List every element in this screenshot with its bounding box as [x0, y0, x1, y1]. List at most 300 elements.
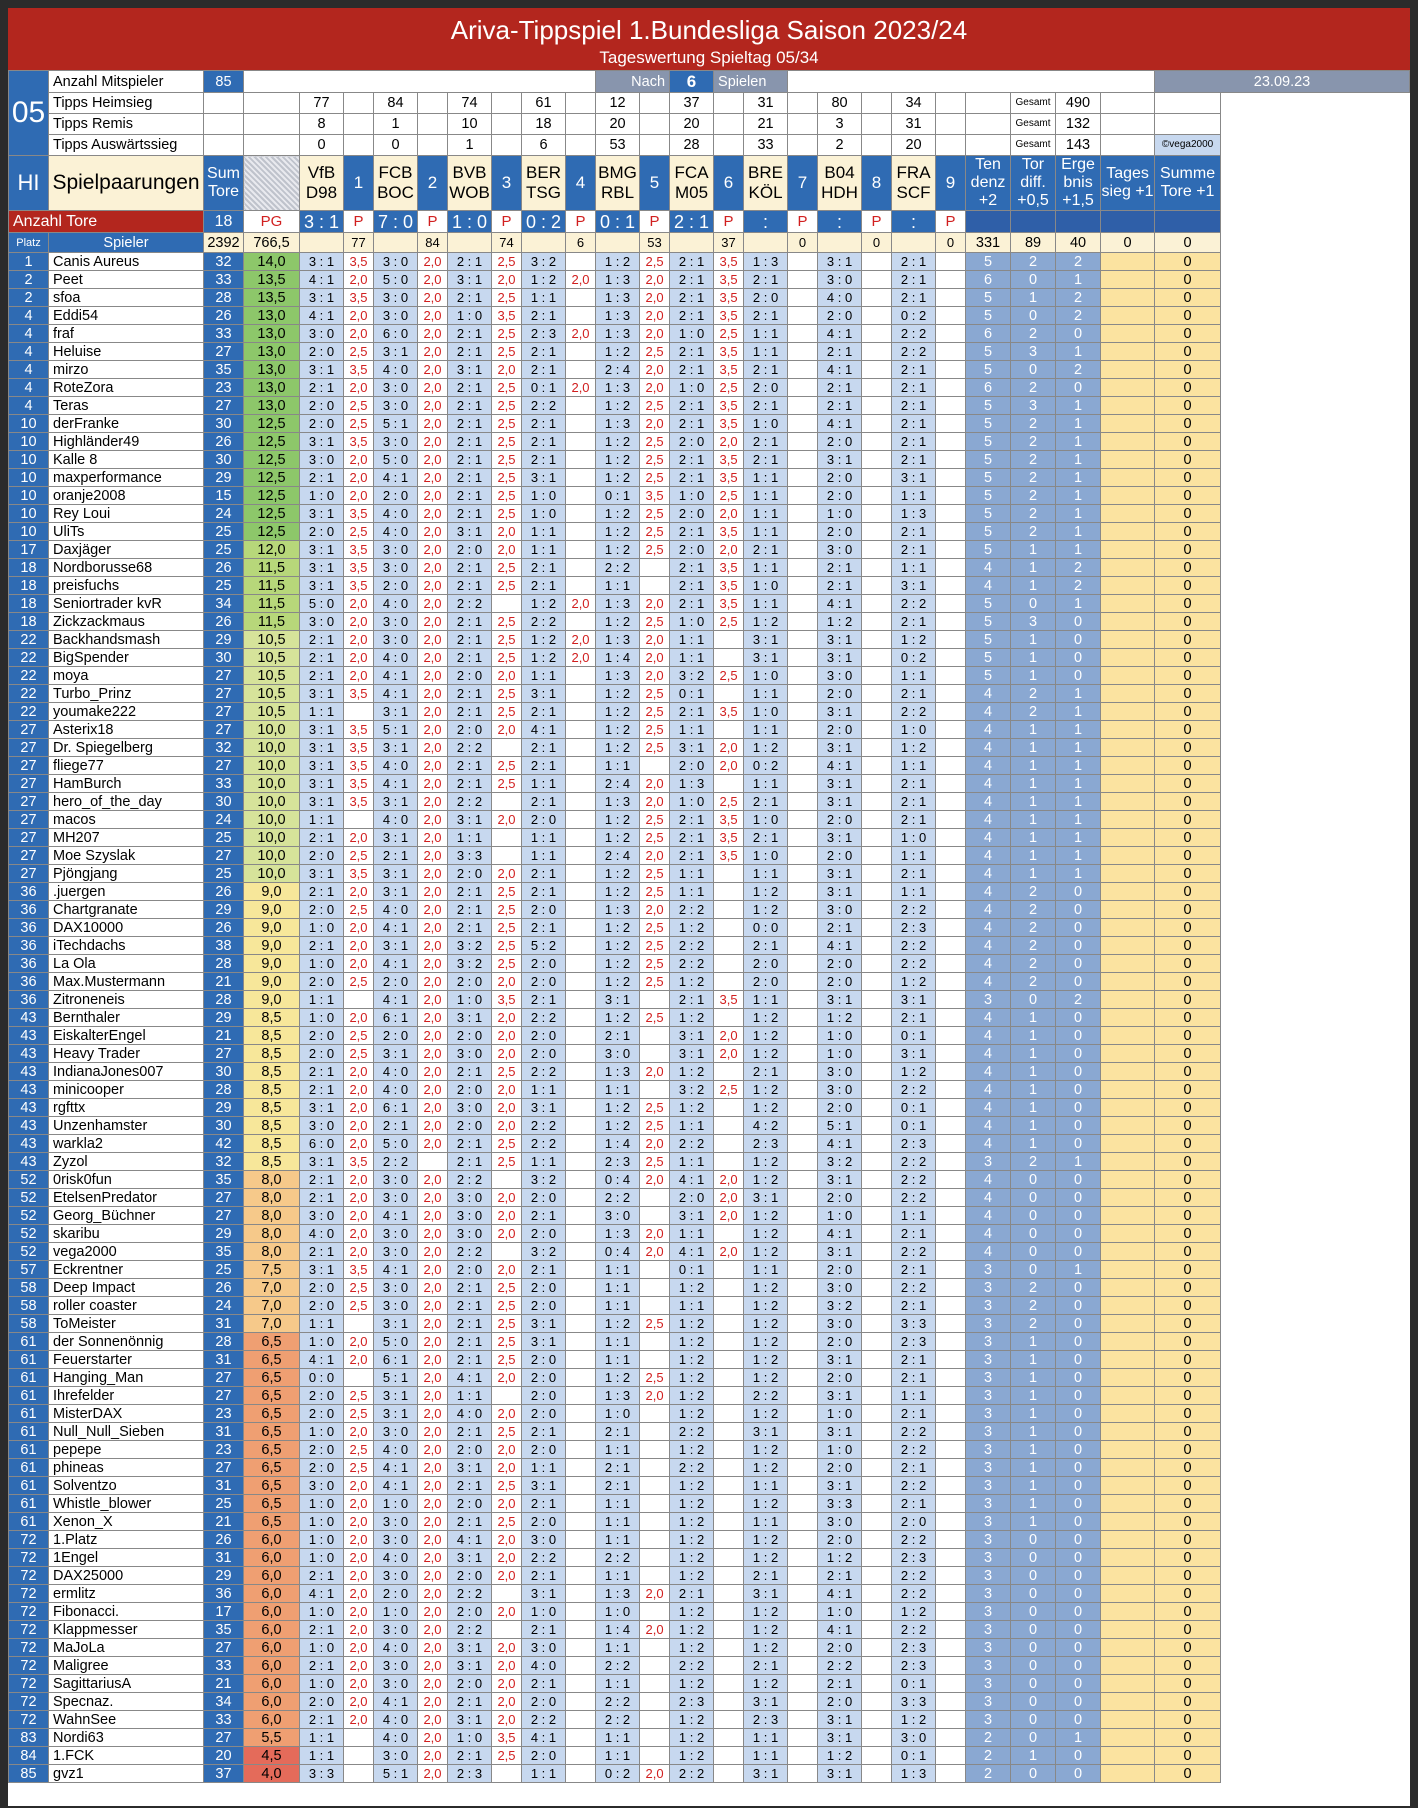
tagessieg-value — [1101, 1027, 1155, 1045]
tip-points: 2,0 — [640, 325, 670, 343]
tagessieg-value — [1101, 451, 1155, 469]
tip-points: 2,0 — [418, 631, 448, 649]
ergebnis-value: 0 — [1056, 1549, 1101, 1567]
tagessieg-value — [1101, 1279, 1155, 1297]
player-sum-tore: 27 — [204, 1387, 244, 1405]
tip-score: 1 : 0 — [670, 379, 714, 397]
tip-points: 2,0 — [418, 541, 448, 559]
tip-points: 2,0 — [714, 1189, 744, 1207]
tip-points: 2,5 — [492, 1351, 522, 1369]
tagessieg-value — [1101, 1171, 1155, 1189]
tip-points — [788, 1531, 818, 1549]
tip-points — [566, 523, 596, 541]
tip-points: 3,5 — [714, 307, 744, 325]
tip-score: 1 : 1 — [670, 649, 714, 667]
tip-score: 2 : 1 — [670, 811, 714, 829]
player-row — [9, 649, 1410, 667]
tip-points — [936, 577, 966, 595]
ergebnis-value: 0 — [1056, 325, 1101, 343]
tip-points — [936, 1729, 966, 1747]
player-row — [9, 973, 1410, 991]
player-name: 1.Platz — [49, 1531, 204, 1549]
tip-points — [640, 757, 670, 775]
player-points: 6,0 — [244, 1567, 300, 1585]
player-rank: 10 — [9, 451, 49, 469]
match-points-total: 0 — [788, 233, 818, 253]
tip-score: 1 : 2 — [596, 343, 640, 361]
player-row — [9, 901, 1410, 919]
ergebnis-value: 1 — [1056, 505, 1101, 523]
platz-label: Platz — [9, 233, 49, 253]
tip-points — [566, 883, 596, 901]
tip-score: 2 : 1 — [522, 1495, 566, 1513]
tip-score: 2 : 1 — [670, 361, 714, 379]
player-points: 13,0 — [244, 379, 300, 397]
tip-score: 3 : 1 — [818, 793, 862, 811]
tip-points — [566, 1297, 596, 1315]
tip-score: 1 : 1 — [670, 1225, 714, 1243]
tip-points: 2,0 — [418, 397, 448, 415]
tip-score: 2 : 1 — [818, 559, 862, 577]
tip-score: 2 : 2 — [596, 1189, 640, 1207]
tip-points — [936, 901, 966, 919]
match-number: 9 — [936, 156, 966, 211]
tagessieg-value — [1101, 613, 1155, 631]
tip-score: 2 : 2 — [892, 1621, 936, 1639]
tip-score: 1 : 0 — [744, 703, 788, 721]
player-row — [9, 1711, 1410, 1729]
away-team: M05 — [674, 183, 709, 202]
tip-points — [862, 1009, 892, 1027]
player-sum-tore: 31 — [204, 1477, 244, 1495]
tip-points — [788, 1207, 818, 1225]
tordiff-value: 1 — [1011, 1099, 1056, 1117]
tip-score: 1 : 2 — [596, 811, 640, 829]
tip-score: 1 : 2 — [670, 1675, 714, 1693]
tordiff-value: 2 — [1011, 955, 1056, 973]
player-points: 6,0 — [244, 1711, 300, 1729]
tip-score: 2 : 2 — [596, 559, 640, 577]
tip-score: 1 : 2 — [596, 973, 640, 991]
tordiff-value: 2 — [1011, 1297, 1056, 1315]
player-name: phineas — [49, 1459, 204, 1477]
summe-tore-value: 0 — [1155, 289, 1221, 307]
tip-points — [788, 1567, 818, 1585]
tip-points: 2,0 — [492, 1225, 522, 1243]
player-points: 10,0 — [244, 739, 300, 757]
tip-points: 3,5 — [640, 487, 670, 505]
tip-score: 3 : 1 — [892, 469, 936, 487]
tip-points: 2,0 — [418, 1747, 448, 1765]
tip-points: 2,0 — [492, 1207, 522, 1225]
player-row — [9, 1009, 1410, 1027]
tip-score: 4 : 0 — [374, 1441, 418, 1459]
tip-score: 1 : 2 — [818, 1549, 862, 1567]
ergebnis-value: 1 — [1056, 451, 1101, 469]
tagessieg-value — [1101, 487, 1155, 505]
tip-points: 2,0 — [418, 1135, 448, 1153]
player-sum-tore: 25 — [204, 829, 244, 847]
tagessieg-value — [1101, 1207, 1155, 1225]
tip-score: 3 : 1 — [448, 811, 492, 829]
tip-score: 3 : 0 — [522, 1639, 566, 1657]
tip-points: 2,0 — [418, 1225, 448, 1243]
tip-points — [862, 1423, 892, 1441]
ergebnis-value: 0 — [1056, 667, 1101, 685]
tip-score: 2 : 1 — [300, 1657, 344, 1675]
tip-score: 3 : 1 — [818, 1387, 862, 1405]
tordiff-value: 0 — [1011, 1711, 1056, 1729]
tip-score: 2 : 1 — [522, 703, 566, 721]
tip-points: 3,5 — [714, 343, 744, 361]
tip-points — [714, 721, 744, 739]
tordiff-value: 1 — [1011, 1423, 1056, 1441]
tip-score: 1 : 2 — [670, 919, 714, 937]
blank-cell — [418, 93, 448, 114]
tip-score: 2 : 1 — [448, 325, 492, 343]
summe-tore-value: 0 — [1155, 1441, 1221, 1459]
tip-points: 2,5 — [344, 847, 374, 865]
player-points: 9,0 — [244, 973, 300, 991]
tip-points — [788, 1081, 818, 1099]
tip-score: 2 : 1 — [522, 991, 566, 1009]
tip-score: 2 : 1 — [522, 343, 566, 361]
tip-points — [862, 1459, 892, 1477]
tagessieg-value — [1101, 271, 1155, 289]
player-rank: 72 — [9, 1603, 49, 1621]
tip-points — [936, 307, 966, 325]
tip-points: 2,0 — [418, 1657, 448, 1675]
tip-points: 2,5 — [492, 613, 522, 631]
tip-score: 1 : 3 — [596, 793, 640, 811]
tip-points — [788, 289, 818, 307]
tip-points: 3,5 — [344, 577, 374, 595]
summe-tore-value: 0 — [1155, 487, 1221, 505]
player-rank: 72 — [9, 1585, 49, 1603]
ergebnis-value: 0 — [1056, 919, 1101, 937]
tip-points — [492, 1243, 522, 1261]
player-rank: 43 — [9, 1117, 49, 1135]
tip-score: 2 : 2 — [744, 1387, 788, 1405]
tip-points: 2,0 — [344, 1675, 374, 1693]
tip-points — [936, 415, 966, 433]
player-row — [9, 505, 1410, 523]
tip-score: 1 : 1 — [448, 1387, 492, 1405]
tip-score: 2 : 2 — [596, 1549, 640, 1567]
ergebnis-value: 0 — [1056, 1099, 1101, 1117]
player-points: 7,0 — [244, 1297, 300, 1315]
tip-score: 1 : 2 — [744, 1009, 788, 1027]
tip-score: 2 : 1 — [892, 1351, 936, 1369]
tagessieg-value — [1101, 1045, 1155, 1063]
tip-score: 3 : 1 — [300, 1153, 344, 1171]
tip-points — [788, 505, 818, 523]
tip-points — [936, 649, 966, 667]
tip-points: 2,0 — [640, 1387, 670, 1405]
player-name: Zyzol — [49, 1153, 204, 1171]
tordiff-value: 1 — [1011, 775, 1056, 793]
player-row — [9, 1261, 1410, 1279]
tip-points — [788, 1459, 818, 1477]
tip-points — [714, 919, 744, 937]
player-rank: 36 — [9, 883, 49, 901]
tip-points — [936, 1117, 966, 1135]
tip-points: 2,0 — [418, 307, 448, 325]
player-points: 10,0 — [244, 829, 300, 847]
tip-points: 2,5 — [492, 937, 522, 955]
tip-points — [788, 991, 818, 1009]
tip-points — [714, 901, 744, 919]
summe-tore-value: 0 — [1155, 739, 1221, 757]
tip-score: 2 : 0 — [670, 433, 714, 451]
tip-score: 1 : 2 — [670, 1279, 714, 1297]
tip-points: 2,0 — [640, 595, 670, 613]
tendenz-value: 4 — [966, 1243, 1011, 1261]
player-sum-tore: 29 — [204, 1567, 244, 1585]
tip-score: 2 : 1 — [300, 667, 344, 685]
tip-score: 1 : 2 — [596, 541, 640, 559]
player-rank: 10 — [9, 433, 49, 451]
tip-score: 5 : 0 — [374, 1135, 418, 1153]
tip-points — [566, 793, 596, 811]
tip-score: 2 : 1 — [300, 1081, 344, 1099]
home-team: BRE — [748, 163, 784, 182]
tip-points — [862, 793, 892, 811]
tip-score: 3 : 0 — [448, 1207, 492, 1225]
tip-score: 2 : 0 — [374, 1585, 418, 1603]
tip-points — [492, 1585, 522, 1603]
player-row — [9, 433, 1410, 451]
summe-tore-value: 0 — [1155, 1315, 1221, 1333]
tip-points: 2,0 — [418, 361, 448, 379]
tip-points — [714, 1693, 744, 1711]
tip-points: 2,0 — [418, 757, 448, 775]
summe-tore-value: 0 — [1155, 901, 1221, 919]
tordiff-value: 1 — [1011, 757, 1056, 775]
tip-points — [788, 577, 818, 595]
tip-score: 1 : 1 — [744, 343, 788, 361]
tip-points — [936, 397, 966, 415]
tip-points: 2,0 — [418, 937, 448, 955]
tip-score: 2 : 2 — [670, 1135, 714, 1153]
player-row — [9, 361, 1410, 379]
tip-score: 2 : 4 — [596, 847, 640, 865]
tagessieg-value — [1101, 1009, 1155, 1027]
blank-cell — [1155, 211, 1221, 233]
tip-points — [566, 1081, 596, 1099]
tip-points — [492, 1171, 522, 1189]
ergebnis-value: 0 — [1056, 1135, 1101, 1153]
player-row — [9, 1495, 1410, 1513]
tip-points — [714, 1513, 744, 1531]
tip-points — [936, 1153, 966, 1171]
tip-points: 2,0 — [418, 1117, 448, 1135]
player-sum-tore: 27 — [204, 1639, 244, 1657]
tip-points — [566, 901, 596, 919]
tip-points: 2,0 — [492, 271, 522, 289]
ergebnis-value: 1 — [1056, 721, 1101, 739]
player-rank: 27 — [9, 829, 49, 847]
tip-score: 2 : 1 — [448, 343, 492, 361]
tordiff-value: 1 — [1011, 1477, 1056, 1495]
player-sum-tore: 35 — [204, 361, 244, 379]
player-points: 8,0 — [244, 1243, 300, 1261]
tip-score: 4 : 1 — [818, 1585, 862, 1603]
match-result: 7 : 0 — [374, 211, 418, 233]
tip-score: 1 : 0 — [300, 1675, 344, 1693]
tip-score: 2 : 2 — [522, 1135, 566, 1153]
tagessieg-value — [1101, 1657, 1155, 1675]
player-rank: 10 — [9, 415, 49, 433]
tip-points — [936, 469, 966, 487]
tip-points — [862, 1405, 892, 1423]
tip-score: 2 : 0 — [522, 1045, 566, 1063]
tip-points — [344, 811, 374, 829]
tip-points: 2,0 — [492, 1639, 522, 1657]
match-result: 1 : 0 — [448, 211, 492, 233]
tip-points — [566, 1117, 596, 1135]
tip-points — [862, 1297, 892, 1315]
player-rank: 10 — [9, 523, 49, 541]
tip-score: 1 : 2 — [596, 451, 640, 469]
tendenz-value: 4 — [966, 955, 1011, 973]
player-name: MisterDAX — [49, 1405, 204, 1423]
tip-points: 2,0 — [418, 1297, 448, 1315]
tip-points — [788, 739, 818, 757]
tip-points: 2,0 — [344, 325, 374, 343]
tip-points — [936, 1225, 966, 1243]
tip-score: 1 : 2 — [596, 1369, 640, 1387]
summe-tore-value: 0 — [1155, 1171, 1221, 1189]
tip-points: 2,5 — [640, 973, 670, 991]
player-points: 8,0 — [244, 1225, 300, 1243]
tip-score: 1 : 0 — [744, 811, 788, 829]
tip-points — [344, 1765, 374, 1783]
tip-points — [788, 721, 818, 739]
tip-score: 2 : 0 — [374, 487, 418, 505]
tip-score: 4 : 1 — [670, 1243, 714, 1261]
tip-score: 2 : 1 — [818, 397, 862, 415]
tagessieg-value — [1101, 937, 1155, 955]
tip-score: 3 : 1 — [374, 703, 418, 721]
tip-points — [788, 343, 818, 361]
tendenz-value: 4 — [966, 775, 1011, 793]
tip-points — [788, 883, 818, 901]
tip-score: 1 : 3 — [596, 901, 640, 919]
blank-cell — [966, 211, 1011, 233]
tip-points: 2,0 — [640, 1765, 670, 1783]
tipps-count: 3 — [818, 114, 862, 135]
tip-points — [936, 1621, 966, 1639]
tip-score: 1 : 1 — [596, 1297, 640, 1315]
player-sum-tore: 15 — [204, 487, 244, 505]
player-row — [9, 1585, 1410, 1603]
tip-score: 1 : 2 — [596, 883, 640, 901]
tip-score: 1 : 2 — [670, 1441, 714, 1459]
tip-points — [862, 505, 892, 523]
player-points: 9,0 — [244, 991, 300, 1009]
spreadsheet — [8, 8, 1410, 1806]
tordiff-value: 0 — [1011, 307, 1056, 325]
tip-score: 6 : 1 — [374, 1009, 418, 1027]
tip-points: 2,0 — [418, 1387, 448, 1405]
tip-points — [862, 1639, 892, 1657]
tip-points: 2,0 — [418, 523, 448, 541]
tip-score: 3 : 0 — [374, 1279, 418, 1297]
tip-score: 1 : 0 — [300, 1603, 344, 1621]
player-sum-tore: 35 — [204, 1171, 244, 1189]
away-team: WOB — [449, 183, 490, 202]
tip-score: 3 : 0 — [818, 901, 862, 919]
tip-points: 2,0 — [492, 1531, 522, 1549]
tip-score: 1 : 1 — [596, 1495, 640, 1513]
player-rank: 61 — [9, 1513, 49, 1531]
tip-score: 2 : 1 — [300, 469, 344, 487]
tendenz-value: 3 — [966, 1369, 1011, 1387]
blank-cell — [714, 135, 744, 156]
tip-points — [788, 1693, 818, 1711]
tip-score: 2 : 1 — [744, 271, 788, 289]
tordiff-value: 0 — [1011, 1567, 1056, 1585]
tip-points — [862, 1045, 892, 1063]
tip-score: 2 : 1 — [448, 901, 492, 919]
tip-score: 2 : 1 — [448, 883, 492, 901]
tip-score: 3 : 1 — [300, 1099, 344, 1117]
player-rank: 43 — [9, 1153, 49, 1171]
tip-score: 1 : 2 — [596, 469, 640, 487]
player-row — [9, 1621, 1410, 1639]
tip-score: 1 : 0 — [300, 487, 344, 505]
tip-points: 2,0 — [492, 1675, 522, 1693]
tipps-count: 1 — [448, 135, 492, 156]
tip-points — [936, 1441, 966, 1459]
tip-points: 2,0 — [418, 1621, 448, 1639]
tip-score: 3 : 1 — [744, 1189, 788, 1207]
ergebnis-value: 0 — [1056, 1441, 1101, 1459]
tordiff-value: 1 — [1011, 1135, 1056, 1153]
tip-points — [788, 865, 818, 883]
tip-points — [566, 757, 596, 775]
summe-tore-value: 0 — [1155, 973, 1221, 991]
tip-score: 1 : 3 — [596, 325, 640, 343]
tip-points — [788, 829, 818, 847]
tip-points — [862, 1513, 892, 1531]
tip-points — [566, 1639, 596, 1657]
tip-score: 1 : 3 — [596, 289, 640, 307]
tip-score: 2 : 1 — [670, 307, 714, 325]
player-name: Canis Aureus — [49, 253, 204, 271]
tip-points — [936, 1261, 966, 1279]
tip-points — [566, 1729, 596, 1747]
ergebnis-value: 0 — [1056, 1675, 1101, 1693]
blank-cell — [640, 93, 670, 114]
tordiff-value: 3 — [1011, 397, 1056, 415]
tip-score: 1 : 3 — [596, 379, 640, 397]
tip-score: 2 : 2 — [596, 1657, 640, 1675]
tip-score: 2 : 1 — [670, 271, 714, 289]
tip-points — [566, 829, 596, 847]
tip-score: 2 : 0 — [818, 847, 862, 865]
total-t: 331 — [966, 233, 1011, 253]
tip-score: 1 : 1 — [596, 577, 640, 595]
player-row — [9, 1513, 1410, 1531]
player-row — [9, 865, 1410, 883]
tip-score: 4 : 1 — [374, 1693, 418, 1711]
player-points: 10,0 — [244, 793, 300, 811]
tip-score: 2 : 0 — [744, 955, 788, 973]
tip-points: 2,0 — [344, 1189, 374, 1207]
tip-score: 3 : 0 — [596, 1045, 640, 1063]
